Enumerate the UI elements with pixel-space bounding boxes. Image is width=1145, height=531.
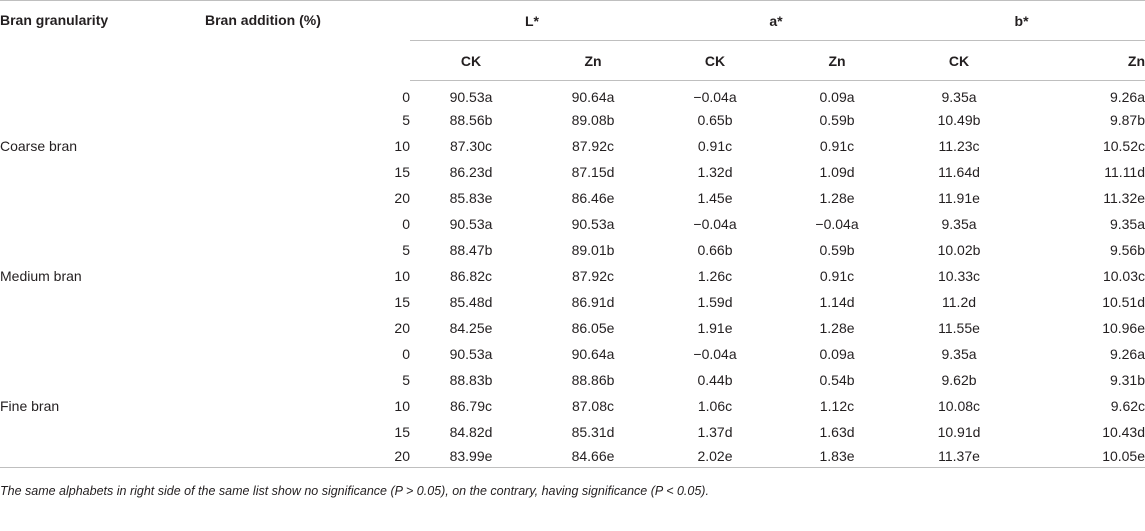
cell-l-ck: 87.30c	[449, 137, 493, 154]
cell-l-ck: 84.82d	[449, 423, 493, 440]
cell-bran-addition: 10	[394, 137, 410, 154]
cell-bran-addition: 0	[402, 88, 410, 105]
header-sub-zn: Zn	[776, 41, 898, 81]
cell-a-zn: 0.91c	[819, 267, 855, 284]
cell-a-ck: 1.32d	[697, 163, 733, 180]
cell-a-zn: 1.12c	[819, 397, 855, 414]
cell-b-ck: 11.2d	[942, 293, 977, 310]
cell-a-ck: −0.04a	[693, 88, 737, 105]
table-row	[0, 133, 1145, 159]
cell-bran-addition: 0	[402, 215, 410, 232]
cell-l-zn: 86.05e	[571, 319, 615, 336]
header-sub-ck: CK	[898, 41, 1020, 81]
table-body	[0, 81, 1145, 471]
cell-b-ck: 9.62b	[941, 371, 977, 388]
cell-l-ck: 86.82c	[449, 267, 493, 284]
cell-l-zn: 86.91d	[571, 293, 615, 310]
cell-l-zn: 84.66e	[571, 447, 615, 464]
cell-a-zn: 0.09a	[819, 345, 855, 362]
cell-a-ck: 1.26c	[697, 267, 733, 284]
cell-l-zn: 89.01b	[571, 241, 615, 258]
cell-a-ck: 0.66b	[697, 241, 733, 258]
cell-a-zn: 1.09d	[819, 163, 855, 180]
cell-b-zn: 9.35a	[1109, 215, 1145, 232]
header-sub-ck: CK	[654, 41, 776, 81]
cell-l-ck: 88.83b	[449, 371, 493, 388]
cell-l-ck: 85.48d	[449, 293, 493, 310]
cell-b-zn: 9.87b	[1109, 111, 1145, 128]
cell-b-ck: 10.91d	[937, 423, 981, 440]
cell-l-ck: 88.47b	[449, 241, 493, 258]
cell-l-zn: 86.46e	[571, 189, 615, 206]
cell-bran-addition: 20	[394, 447, 410, 464]
cell-bran-addition: 15	[394, 163, 410, 180]
cell-l-ck: 90.53a	[449, 345, 493, 362]
table-row	[0, 211, 1145, 237]
table-row	[0, 81, 1145, 107]
cell-l-zn: 87.15d	[571, 163, 615, 180]
cell-l-ck: 86.79c	[449, 397, 493, 414]
table-row	[0, 237, 1145, 263]
cell-a-zn: 0.59b	[819, 241, 855, 258]
cell-b-zn: 9.26a	[1109, 345, 1145, 362]
cell-a-ck: 1.45e	[697, 189, 733, 206]
table-row	[0, 341, 1145, 367]
cell-b-ck: 9.35a	[941, 88, 977, 105]
cell-l-zn: 87.92c	[571, 137, 615, 154]
header-row-groups	[0, 1, 1145, 41]
cell-bran-addition: 20	[394, 319, 410, 336]
cell-a-zn: 0.91c	[819, 137, 855, 154]
cell-b-ck: 10.49b	[937, 111, 981, 128]
cell-bran-addition: 20	[394, 189, 410, 206]
cell-bran-granularity	[0, 289, 205, 315]
cell-b-ck: 11.23c	[938, 137, 980, 154]
header-bran-addition: Bran addition (%)	[205, 1, 410, 81]
cell-l-zn: 90.64a	[571, 345, 615, 362]
table-footnote: The same alphabets in right side of the same list show no significance (P > 0.05), on the contrary, having significance (P < 0.05).	[0, 484, 709, 498]
cell-a-ck: −0.04a	[693, 215, 737, 232]
cell-b-zn: 9.62c	[1110, 397, 1145, 414]
cell-l-ck: 85.83e	[449, 189, 493, 206]
cell-a-ck: 0.65b	[697, 111, 733, 128]
table-row	[0, 367, 1145, 393]
cell-a-zn: 1.83e	[819, 447, 855, 464]
cell-b-ck: 9.35a	[941, 345, 977, 362]
cell-b-zn: 10.51d	[1102, 293, 1145, 310]
cell-b-ck: 11.37e	[938, 447, 980, 464]
cell-b-zn: 9.31b	[1109, 371, 1145, 388]
cell-bran-granularity	[0, 341, 205, 367]
cell-l-zn: 89.08b	[571, 111, 615, 128]
cell-a-zn: 1.14d	[819, 293, 855, 310]
cell-a-zn: 0.09a	[819, 88, 855, 105]
header-bran-granularity: Bran granularity	[0, 1, 205, 81]
cell-a-ck: 2.02e	[697, 447, 733, 464]
cell-l-ck: 86.23d	[449, 163, 493, 180]
cell-bran-addition: 10	[394, 267, 410, 284]
header-group-l: L*	[410, 1, 654, 41]
cell-bran-granularity: Coarse bran	[0, 137, 78, 154]
cell-b-ck: 10.02b	[937, 241, 981, 258]
cell-bran-granularity	[0, 107, 205, 133]
cell-b-zn: 10.96e	[1102, 319, 1145, 336]
cell-bran-addition: 5	[402, 371, 410, 388]
cell-l-zn: 90.64a	[571, 88, 615, 105]
cell-b-zn: 9.56b	[1109, 241, 1145, 258]
cell-l-ck: 84.25e	[449, 319, 493, 336]
cell-bran-addition: 5	[402, 111, 410, 128]
cell-b-ck: 10.08c	[937, 397, 981, 414]
cell-bran-addition: 5	[402, 241, 410, 258]
cell-a-ck: 1.06c	[697, 397, 733, 414]
cell-a-ck: 1.91e	[697, 319, 733, 336]
cell-l-zn: 87.08c	[571, 397, 615, 414]
cell-l-ck: 90.53a	[449, 88, 493, 105]
header-sub-zn: Zn	[1020, 41, 1145, 81]
cell-b-ck: 11.64d	[938, 163, 980, 180]
cell-l-ck: 83.99e	[449, 447, 493, 464]
cell-bran-addition: 15	[394, 423, 410, 440]
table-row	[0, 289, 1145, 315]
table-row	[0, 263, 1145, 289]
cell-l-ck: 88.56b	[449, 111, 493, 128]
cell-bran-addition: 10	[394, 397, 410, 414]
cell-b-ck: 11.91e	[938, 189, 980, 206]
cell-a-zn: 0.59b	[819, 111, 855, 128]
table-row	[0, 419, 1145, 445]
cell-a-ck: −0.04a	[693, 345, 737, 362]
cell-bran-granularity	[0, 419, 205, 445]
table-row	[0, 185, 1145, 211]
cell-b-ck: 11.55e	[938, 319, 980, 336]
cell-bran-granularity	[0, 185, 205, 211]
cell-l-zn: 85.31d	[571, 423, 615, 440]
cell-bran-granularity	[0, 315, 205, 341]
cell-b-zn: 10.52c	[1102, 137, 1145, 154]
cell-a-zn: 0.54b	[819, 371, 855, 388]
table-row	[0, 159, 1145, 185]
cell-bran-granularity	[0, 237, 205, 263]
cell-b-zn: 10.03c	[1102, 267, 1145, 284]
cell-a-ck: 1.59d	[697, 293, 733, 310]
cell-a-ck: 0.44b	[697, 371, 733, 388]
table-row	[0, 107, 1145, 133]
cell-bran-addition: 0	[402, 345, 410, 362]
cell-a-zn: −0.04a	[815, 215, 859, 232]
cell-bran-granularity	[0, 211, 205, 237]
cell-l-zn: 88.86b	[571, 371, 615, 388]
cell-bran-granularity	[0, 367, 205, 393]
cell-l-zn: 90.53a	[571, 215, 615, 232]
cell-b-zn: 9.26a	[1109, 88, 1145, 105]
cell-a-zn: 1.63d	[819, 423, 855, 440]
cell-b-zn: 11.32e	[1103, 189, 1145, 206]
header-sub-zn: Zn	[532, 41, 654, 81]
cell-b-zn: 10.43d	[1102, 423, 1145, 440]
header-group-a: a*	[654, 1, 898, 41]
cell-bran-granularity: Medium bran	[0, 267, 82, 284]
cell-bran-granularity	[0, 81, 205, 107]
cell-l-ck: 90.53a	[449, 215, 493, 232]
table-row	[0, 315, 1145, 341]
cell-b-zn: 11.11d	[1104, 163, 1145, 180]
cell-b-zn: 10.05e	[1102, 447, 1145, 464]
header-group-b: b*	[898, 1, 1145, 41]
header-sub-ck: CK	[410, 41, 532, 81]
cell-a-zn: 1.28e	[819, 319, 855, 336]
cell-b-ck: 10.33c	[937, 267, 981, 284]
cell-a-ck: 0.91c	[697, 137, 733, 154]
bottom-rule	[0, 467, 1145, 468]
cell-bran-addition: 15	[394, 293, 410, 310]
table-row	[0, 393, 1145, 419]
cell-bran-granularity	[0, 159, 205, 185]
cell-a-ck: 1.37d	[697, 423, 733, 440]
cell-l-zn: 87.92c	[571, 267, 615, 284]
cell-a-zn: 1.28e	[819, 189, 855, 206]
cell-b-ck: 9.35a	[941, 215, 977, 232]
cell-bran-granularity: Fine bran	[0, 397, 60, 414]
